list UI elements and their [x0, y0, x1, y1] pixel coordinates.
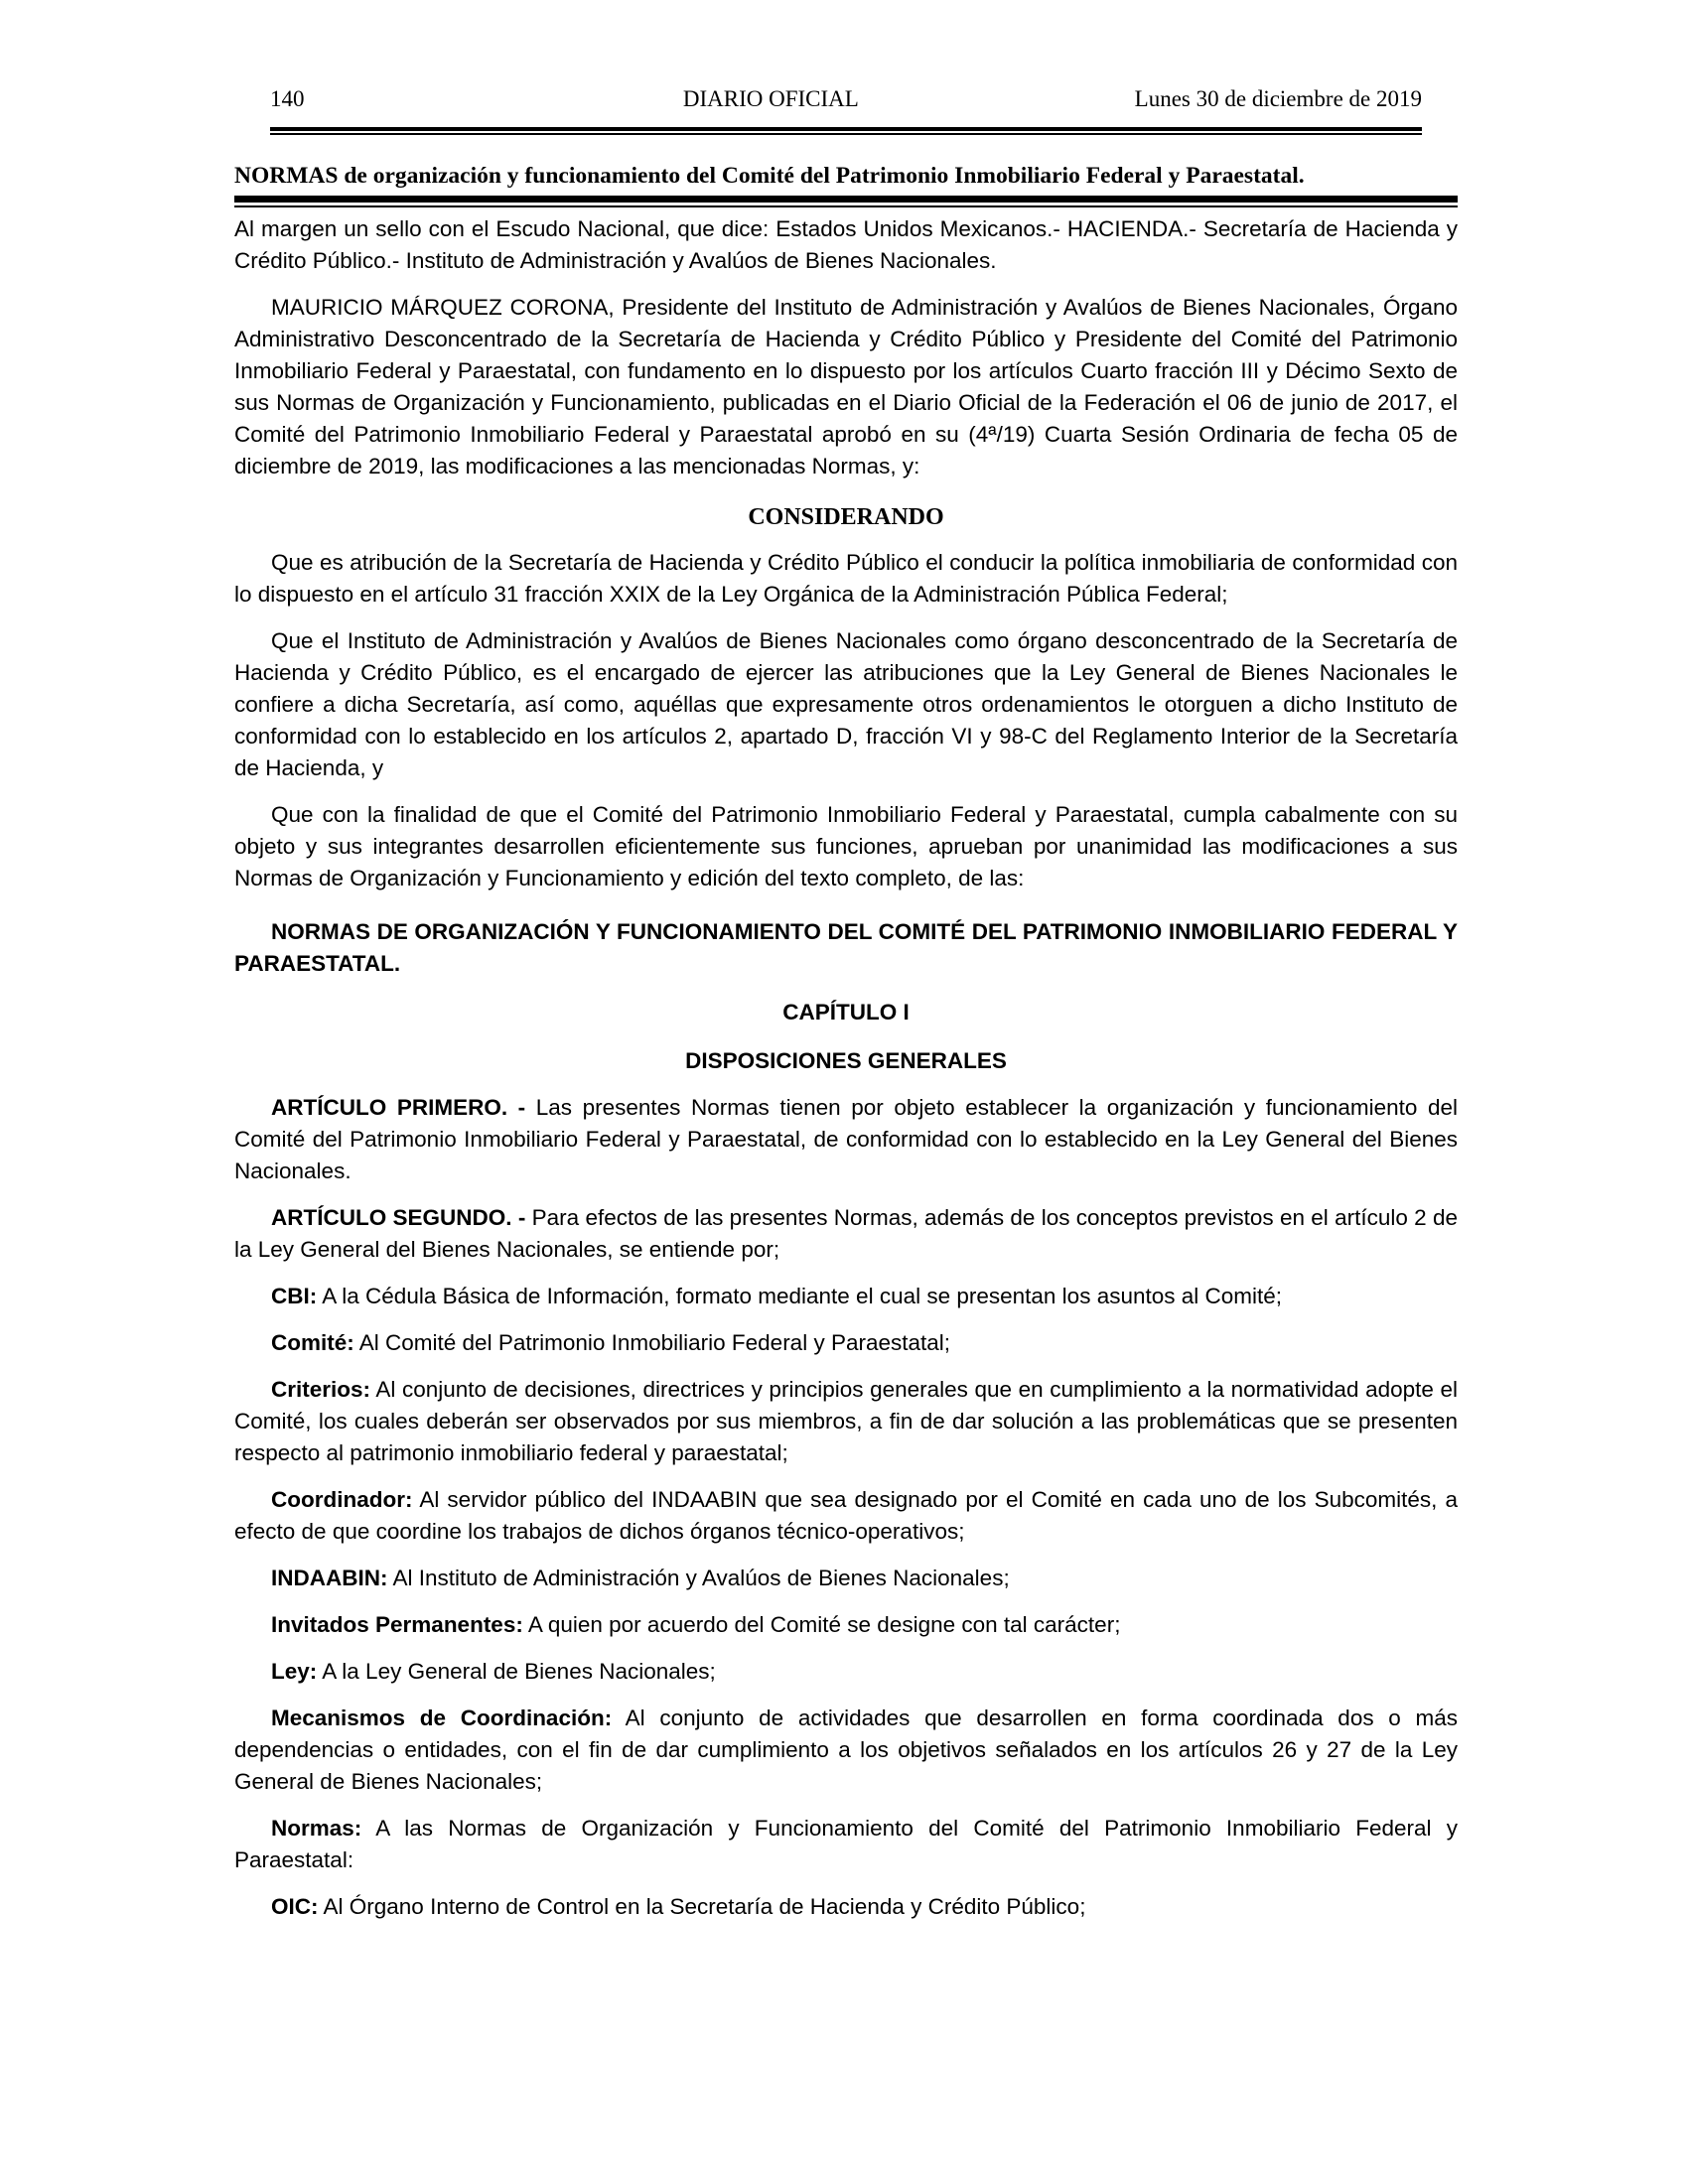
page-number: 140 [270, 86, 305, 111]
section-heading: CAPÍTULO I [782, 1000, 910, 1024]
section-heading: CONSIDERANDO [748, 504, 944, 530]
term-label: Normas: [271, 1816, 362, 1841]
document-paragraph: Coordinador: Al servidor público del INDAABIN que sea designado por el Comité en cada uno de los Subcomités, a efecto de que coordine los trabajos de dichos órganos técnico-operativos; [234, 1487, 1458, 1544]
term-label: Criterios: [271, 1377, 371, 1402]
term-label: Invitados Permanentes: [271, 1612, 523, 1637]
document-title: NORMAS de organización y funcionamiento del Comité del Patrimonio Inmobiliario Federal y Paraestatal. [234, 163, 1305, 189]
document-paragraph: Ley: A la Ley General de Bienes Nacionales; [271, 1659, 716, 1684]
document-paragraph: Mecanismos de Coordinación: Al conjunto de actividades que desarrollen en forma coordinada dos o más dependencias o entidades, con el fin de dar cumplimiento a los objetivos señalados en los artículos 26 y 27 de la Ley General de Bienes Nacionales; [234, 1706, 1458, 1794]
term-label: INDAABIN: [271, 1566, 388, 1590]
document-paragraph: Normas: A las Normas de Organización y Funcionamiento del Comité del Patrimonio Inmobiliario Federal y Paraestatal: [234, 1816, 1458, 1872]
header-rule [270, 127, 1422, 135]
document-paragraph: Comité: Al Comité del Patrimonio Inmobiliario Federal y Paraestatal; [271, 1330, 951, 1355]
document-paragraph: Criterios: Al conjunto de decisiones, directrices y principios generales que en cumplimiento a la normatividad adopte el Comité, los cuales deberán ser observados por sus miembros, a fin de dar solución a las problemáticas que se presenten respecto al patrimonio inmobiliario federal y paraestatal; [234, 1377, 1458, 1465]
document-subtitle: NORMAS DE ORGANIZACIÓN Y FUNCIONAMIENTO DEL COMITÉ DEL PATRIMONIO INMOBILIARIO FEDERAL Y PARAESTATAL. [234, 919, 1458, 976]
document-page [234, 0, 1458, 1923]
title-rule [234, 196, 1458, 207]
term-label: Coordinador: [271, 1487, 413, 1512]
document-paragraph: OIC: Al Órgano Interno de Control en la Secretaría de Hacienda y Crédito Público; [271, 1894, 1086, 1919]
term-label: Ley: [271, 1659, 318, 1684]
document-paragraph: Que el Instituto de Administración y Avalúos de Bienes Nacionales como órgano desconcentrado de la Secretaría de Hacienda y Crédito Público, es el encargado de ejercer las atribuciones que la Ley General de Bienes Nacionales le confiere a dicha Secretaría, así como, aquéllas que expresamente otros ordenamientos le otorguen a dicho Instituto de conformidad con lo establecido en los artículos 2, apartado D, fracción VI y 98-C del Reglamento Interior de la Secretaría de Hacienda, y [234, 628, 1458, 780]
term-label: ARTÍCULO SEGUNDO. - [271, 1205, 526, 1230]
document-paragraph: Que es atribución de la Secretaría de Hacienda y Crédito Público el conducir la política inmobiliaria de conformidad con lo dispuesto en el artículo 31 fracción XXIX de la Ley Orgánica de la Administración Pública Federal; [234, 550, 1458, 607]
term-label: CBI: [271, 1284, 318, 1308]
document-paragraph: INDAABIN: Al Instituto de Administración y Avalúos de Bienes Nacionales; [271, 1566, 1010, 1590]
document-paragraph: Invitados Permanentes: A quien por acuerdo del Comité se designe con tal carácter; [271, 1612, 1121, 1637]
term-label: Comité: [271, 1330, 354, 1355]
term-label: Mecanismos de Coordinación: [271, 1706, 613, 1730]
publication-title: DIARIO OFICIAL [682, 86, 859, 111]
document-paragraph: MAURICIO MÁRQUEZ CORONA, Presidente del Instituto de Administración y Avalúos de Bienes Nacionales, Órgano Administrativo Desconcentrado de la Secretaría de Hacienda y Crédito Público y Presidente del Comité del Patrimonio Inmobiliario Federal y Paraestatal, con fundamento en lo dispuesto por los artículos Cuarto fracción III y Décimo Sexto de sus Normas de Organización y Funcionamiento, publicadas en el Diario Oficial de la Federación el 06 de junio de 2017, el Comité del Patrimonio Inmobiliario Federal y Paraestatal aprobó en su (4ª/19) Cuarta Sesión Ordinaria de fecha 05 de diciembre de 2019, las modificaciones a las mencionadas Normas, y: [234, 295, 1458, 478]
page-header [270, 85, 1422, 113]
issue-date: Lunes 30 de diciembre de 2019 [1134, 86, 1422, 111]
document-paragraph: Al margen un sello con el Escudo Nacional, que dice: Estados Unidos Mexicanos.- HACIENDA.- Secretaría de Hacienda y Crédito Público.- Instituto de Administración y Avalúos de Bienes Nacionales. [234, 216, 1458, 273]
document-body [234, 213, 1458, 1923]
term-label: ARTÍCULO PRIMERO. - [271, 1095, 526, 1120]
term-label: OIC: [271, 1894, 319, 1919]
document-paragraph: CBI: A la Cédula Básica de Información, formato mediante el cual se presentan los asuntos al Comité; [271, 1284, 1283, 1308]
document-paragraph: Que con la finalidad de que el Comité del Patrimonio Inmobiliario Federal y Paraestatal, cumpla cabalmente con su objeto y sus integrantes desarrollen eficientemente sus funciones, aprueban por unanimidad las modificaciones a sus Normas de Organización y Funcionamiento y edición del texto completo, de las: [234, 802, 1458, 890]
section-heading: DISPOSICIONES GENERALES [685, 1048, 1007, 1073]
document-paragraph: ARTÍCULO PRIMERO. - Las presentes Normas tienen por objeto establecer la organización y funcionamiento del Comité del Patrimonio Inmobiliario Federal y Paraestatal, de conformidad con lo establecido en la Ley General del Bienes Nacionales. [234, 1095, 1458, 1183]
document-paragraph: ARTÍCULO SEGUNDO. - Para efectos de las presentes Normas, además de los conceptos previstos en el artículo 2 de la Ley General del Bienes Nacionales, se entiende por; [234, 1205, 1458, 1262]
